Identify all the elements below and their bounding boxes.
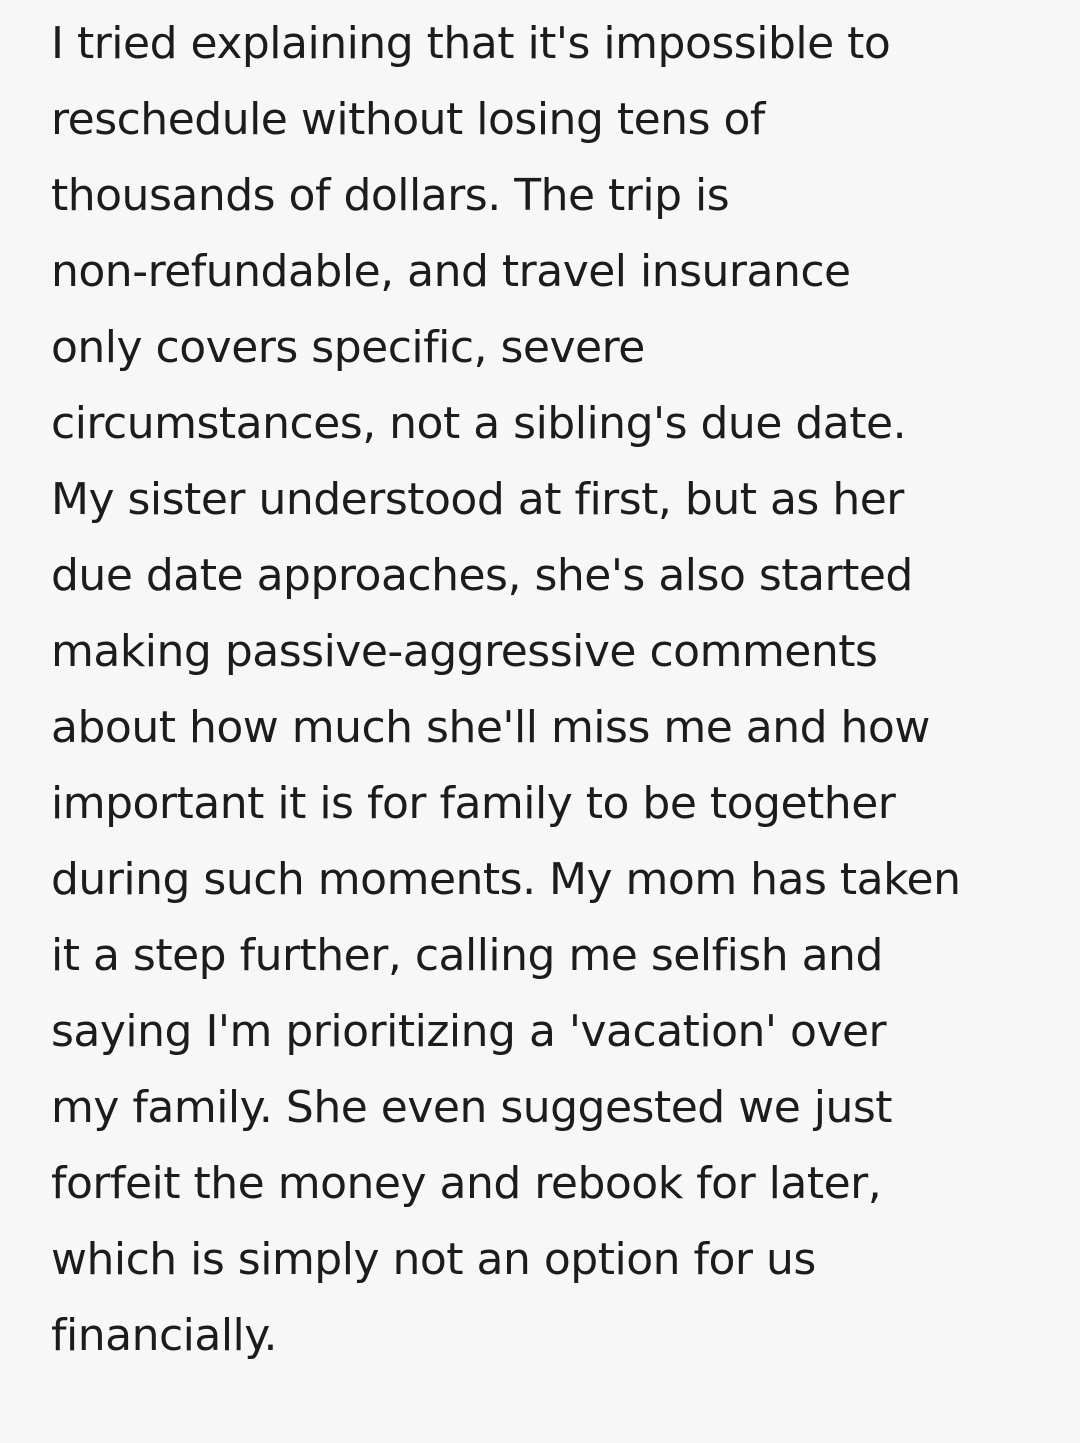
text-line: during such moments. My mom has taken xyxy=(51,854,961,905)
text-line: it a step further, calling me selfish and xyxy=(51,930,883,981)
text-line: about how much she'll miss me and how xyxy=(51,702,930,753)
text-line: my family. She even suggested we just xyxy=(51,1082,893,1133)
text-line: only covers specific, severe xyxy=(51,322,645,373)
text-line: non-refundable, and travel insurance xyxy=(51,246,851,297)
text-line: making passive-aggressive comments xyxy=(51,626,878,677)
text-line: financially. xyxy=(51,1310,278,1361)
text-line: reschedule without losing tens of xyxy=(51,94,765,145)
post-body-text xyxy=(51,6,1061,1374)
text-line: which is simply not an option for us xyxy=(51,1234,816,1285)
text-line: My sister understood at first, but as her xyxy=(51,474,904,525)
text-line: forfeit the money and rebook for later, xyxy=(51,1158,882,1209)
text-line: saying I'm prioritizing a 'vacation' over xyxy=(51,1006,887,1057)
text-line: due date approaches, she's also started xyxy=(51,550,913,601)
text-line: thousands of dollars. The trip is xyxy=(51,170,730,221)
text-line: I tried explaining that it's impossible to xyxy=(51,18,891,69)
text-line: circumstances, not a sibling's due date. xyxy=(51,398,907,449)
text-line: important it is for family to be together xyxy=(51,778,896,829)
